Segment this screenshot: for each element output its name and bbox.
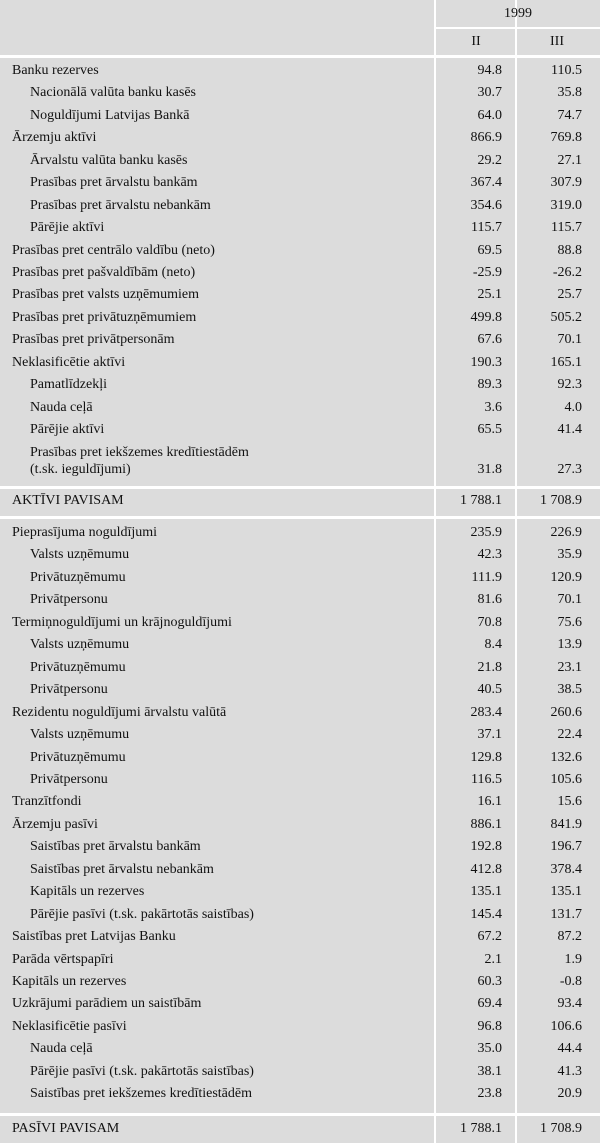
- section-divider: [0, 516, 600, 519]
- value-q3: 38.5: [557, 682, 582, 697]
- row-label: Saistības pret ārvalstu bankām: [30, 839, 201, 854]
- value-q2: 94.8: [477, 63, 502, 78]
- table-row: [0, 129, 600, 149]
- row-label: Prasības pret privātpersonām: [12, 332, 175, 347]
- table-row: [0, 726, 600, 746]
- value-q2: 37.1: [477, 727, 502, 742]
- value-q3: 769.8: [550, 130, 582, 145]
- row-label: Tranzītfondi: [12, 794, 82, 809]
- value-q3: 132.6: [550, 750, 582, 765]
- row-label: Privātuzņēmumu: [30, 570, 126, 585]
- row-label: Banku rezerves: [12, 63, 99, 78]
- row-label: Prasības pret privātuzņēmumiem: [12, 310, 197, 325]
- header-bottom-divider: [0, 55, 600, 58]
- value-q3: 165.1: [550, 355, 582, 370]
- row-label: Saistības pret Latvijas Banku: [12, 929, 176, 944]
- value-q2: 25.1: [477, 287, 502, 302]
- value-q2: 116.5: [471, 772, 502, 787]
- row-label: Neklasificētie aktīvi: [12, 355, 126, 370]
- table-row: [0, 152, 600, 172]
- value-q2: 81.6: [477, 592, 502, 607]
- table-row: [0, 681, 600, 701]
- table-row: [0, 62, 600, 82]
- value-q3: 44.4: [557, 1041, 582, 1056]
- table-row: [0, 219, 600, 239]
- value-q2: 40.5: [477, 682, 502, 697]
- value-q2: 1 788.1: [460, 1121, 502, 1136]
- row-label: Privātuzņēmumu: [30, 750, 126, 765]
- row-label: Valsts uzņēmumu: [30, 637, 130, 652]
- value-q2: 35.0: [477, 1041, 502, 1056]
- row-label: Prasības pret pašvaldībām (neto): [12, 265, 196, 280]
- value-q2: 192.8: [470, 839, 502, 854]
- row-label: Pamatlīdzekļi: [30, 377, 107, 392]
- value-q2: 23.8: [477, 1086, 502, 1101]
- value-q3: 27.1: [557, 153, 582, 168]
- table-row: [0, 309, 600, 329]
- table-row: [0, 444, 600, 480]
- value-q2: 1 788.1: [460, 493, 502, 508]
- value-q3: 20.9: [557, 1086, 582, 1101]
- table-row: [0, 242, 600, 262]
- value-q3: -0.8: [559, 974, 582, 989]
- row-label: Prasības pret ārvalstu bankām: [30, 175, 198, 190]
- row-label: Prasības pret valsts uzņēmumiem: [12, 287, 200, 302]
- value-q3: 13.9: [557, 637, 582, 652]
- row-label: Pārējie pasīvi (t.sk. pakārtotās saistības): [30, 1064, 254, 1079]
- value-q2: 69.5: [477, 243, 502, 258]
- value-q2: 115.7: [471, 220, 502, 235]
- table-row: [0, 838, 600, 858]
- value-q2: 2.1: [484, 952, 502, 967]
- value-q3: 35.9: [557, 547, 582, 562]
- table-row: [0, 1040, 600, 1060]
- table-row: [0, 524, 600, 544]
- value-q3: 307.9: [550, 175, 582, 190]
- value-q3: 120.9: [550, 570, 582, 585]
- row-label: Valsts uzņēmumu: [30, 547, 130, 562]
- table-row: [0, 951, 600, 971]
- value-q2: 145.4: [470, 907, 502, 922]
- value-q2: 8.4: [484, 637, 502, 652]
- value-q2: 111.9: [471, 570, 502, 585]
- value-q2: 89.3: [477, 377, 502, 392]
- value-q2: 886.1: [470, 817, 502, 832]
- value-q2: 67.2: [477, 929, 502, 944]
- table-row: [0, 1018, 600, 1038]
- row-label: Nauda ceļā: [30, 400, 93, 415]
- value-q3: 25.7: [557, 287, 582, 302]
- table-row: [0, 354, 600, 374]
- value-q3: 41.4: [557, 422, 582, 437]
- row-label: Nauda ceļā: [30, 1041, 93, 1056]
- section-divider: [0, 486, 600, 489]
- value-q2: 129.8: [470, 750, 502, 765]
- header-quarter-iii: III: [550, 34, 564, 49]
- value-q3: 87.2: [557, 929, 582, 944]
- value-q3: 196.7: [550, 839, 582, 854]
- table-row: [0, 331, 600, 351]
- value-q2: 283.4: [470, 705, 502, 720]
- table-row: [0, 793, 600, 813]
- header-quarter-ii: II: [471, 34, 481, 49]
- value-q3: 260.6: [550, 705, 582, 720]
- table-row: [0, 749, 600, 769]
- table-row: [0, 973, 600, 993]
- row-label: Parāda vērtspapīri: [12, 952, 114, 967]
- value-q2: 190.3: [470, 355, 502, 370]
- table-row: [0, 107, 600, 127]
- table-row: [0, 421, 600, 441]
- value-q2: 42.3: [477, 547, 502, 562]
- row-label: Termiņnoguldījumi un krājnoguldījumi: [12, 615, 232, 630]
- row-label: Prasības pret centrālo valdību (neto): [12, 243, 215, 258]
- value-q3: 105.6: [550, 772, 582, 787]
- row-label: Prasības pret ārvalstu nebankām: [30, 198, 211, 213]
- table-row: [0, 399, 600, 419]
- value-q3: 22.4: [557, 727, 582, 742]
- value-q2: 354.6: [470, 198, 502, 213]
- value-q2: 38.1: [477, 1064, 502, 1079]
- table-row: [0, 1085, 600, 1105]
- value-q2: 70.8: [477, 615, 502, 630]
- value-q3: 93.4: [557, 996, 582, 1011]
- value-q3: 106.6: [550, 1019, 582, 1034]
- row-label: Kapitāls un rezerves: [12, 974, 127, 989]
- table-row: [0, 636, 600, 656]
- row-label: Saistības pret iekšzemes kredītiestādēm: [30, 1086, 252, 1101]
- row-label: Ārvalstu valūta banku kasēs: [30, 153, 188, 168]
- table-row: [0, 174, 600, 194]
- table-row: [0, 816, 600, 836]
- value-q3: 41.3: [557, 1064, 582, 1079]
- row-label: Privātpersonu: [30, 682, 108, 697]
- value-q3: 1.9: [564, 952, 582, 967]
- row-label: Nacionālā valūta banku kasēs: [30, 85, 196, 100]
- value-q2: 65.5: [477, 422, 502, 437]
- value-q2: 60.3: [477, 974, 502, 989]
- row-label: Noguldījumi Latvijas Bankā: [30, 108, 190, 123]
- table-row: [0, 883, 600, 903]
- value-q3: 841.9: [550, 817, 582, 832]
- row-label: Ārzemju aktīvi: [12, 130, 97, 145]
- value-q3: 115.7: [551, 220, 582, 235]
- value-q2: 67.6: [477, 332, 502, 347]
- row-label: Valsts uzņēmumu: [30, 727, 130, 742]
- row-label: Prasības pret iekšzemes kredītiestādēm: [30, 445, 249, 460]
- table-row: [0, 591, 600, 611]
- value-q3: 135.1: [550, 884, 582, 899]
- value-q3: 35.8: [557, 85, 582, 100]
- row-label: Uzkrājumi parādiem un saistībām: [12, 996, 202, 1011]
- table-row: [0, 704, 600, 724]
- value-q2: 96.8: [477, 1019, 502, 1034]
- value-q3: 378.4: [550, 862, 582, 877]
- value-q2: 29.2: [477, 153, 502, 168]
- value-q2: 235.9: [470, 525, 502, 540]
- table-row: [0, 861, 600, 881]
- value-q2: 16.1: [477, 794, 502, 809]
- table-row: [0, 659, 600, 679]
- table-row: [0, 492, 600, 512]
- section-divider: [0, 1113, 600, 1116]
- table-row: [0, 614, 600, 634]
- value-q3: 1 708.9: [540, 1121, 582, 1136]
- value-q3: 74.7: [557, 108, 582, 123]
- value-q3: 27.3: [557, 462, 582, 477]
- table-row: [0, 1120, 600, 1140]
- row-label: Kapitāls un rezerves: [30, 884, 145, 899]
- table-row: [0, 197, 600, 217]
- row-label: Ārzemju pasīvi: [12, 817, 98, 832]
- value-q2: 64.0: [477, 108, 502, 123]
- table-row: [0, 928, 600, 948]
- value-q2: 69.4: [477, 996, 502, 1011]
- value-q2: 21.8: [477, 660, 502, 675]
- table-row: [0, 771, 600, 791]
- table-row: [0, 546, 600, 566]
- value-q2: 31.8: [477, 462, 502, 477]
- row-label: Privātuzņēmumu: [30, 660, 126, 675]
- value-q3: 92.3: [557, 377, 582, 392]
- value-q2: 367.4: [470, 175, 502, 190]
- value-q3: 15.6: [557, 794, 582, 809]
- header-divider: [436, 27, 600, 29]
- row-label: Neklasificētie pasīvi: [12, 1019, 127, 1034]
- value-q3: 70.1: [557, 332, 582, 347]
- value-q3: 4.0: [564, 400, 582, 415]
- value-q2: 3.6: [484, 400, 502, 415]
- value-q3: 23.1: [557, 660, 582, 675]
- value-q3: 70.1: [557, 592, 582, 607]
- value-q3: 319.0: [550, 198, 582, 213]
- row-label: Pārējie aktīvi: [30, 220, 105, 235]
- value-q2: 499.8: [470, 310, 502, 325]
- table-row: [0, 84, 600, 104]
- header-year: 1999: [504, 6, 532, 21]
- value-q2: 135.1: [470, 884, 502, 899]
- row-label: Pieprasījuma noguldījumi: [12, 525, 158, 540]
- row-label: Rezidentu noguldījumi ārvalstu valūtā: [12, 705, 227, 720]
- table-row: [0, 376, 600, 396]
- value-q3: 110.5: [551, 63, 582, 78]
- table-row: [0, 286, 600, 306]
- value-q3: -26.2: [552, 265, 582, 280]
- row-label-continuation: (t.sk. ieguldījumi): [30, 462, 131, 477]
- row-label: AKTĪVI PAVISAM: [12, 493, 124, 508]
- value-q3: 226.9: [550, 525, 582, 540]
- table-row: [0, 569, 600, 589]
- value-q3: 505.2: [550, 310, 582, 325]
- value-q3: 75.6: [557, 615, 582, 630]
- value-q2: -25.9: [472, 265, 502, 280]
- value-q3: 131.7: [550, 907, 582, 922]
- row-label: PASĪVI PAVISAM: [12, 1121, 120, 1136]
- row-label: Saistības pret ārvalstu nebankām: [30, 862, 214, 877]
- table-row: [0, 906, 600, 926]
- value-q2: 30.7: [477, 85, 502, 100]
- table-row: [0, 1063, 600, 1083]
- row-label: Privātpersonu: [30, 772, 108, 787]
- value-q3: 1 708.9: [540, 493, 582, 508]
- value-q2: 412.8: [470, 862, 502, 877]
- table-row: [0, 995, 600, 1015]
- table-row: [0, 264, 600, 284]
- row-label: Pārējie pasīvi (t.sk. pakārtotās saistības): [30, 907, 254, 922]
- row-label: Privātpersonu: [30, 592, 108, 607]
- value-q2: 866.9: [470, 130, 502, 145]
- row-label: Pārējie aktīvi: [30, 422, 105, 437]
- value-q3: 88.8: [557, 243, 582, 258]
